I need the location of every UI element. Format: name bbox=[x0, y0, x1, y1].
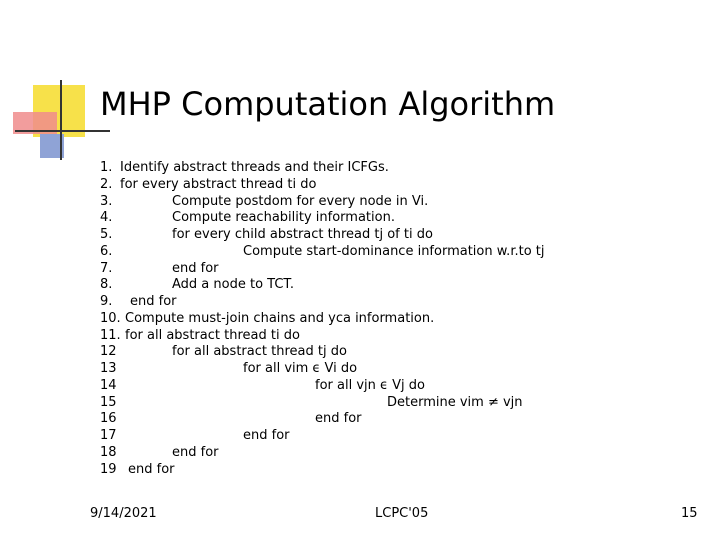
line-text: Compute start-dominance information w.r.to tj bbox=[243, 243, 545, 259]
decor-vertical-line bbox=[60, 80, 62, 160]
line-number: 14 bbox=[100, 377, 117, 393]
line-number: 8. bbox=[100, 277, 113, 293]
algorithm-line bbox=[100, 411, 690, 428]
algorithm-line bbox=[100, 428, 690, 445]
line-number: 1. bbox=[100, 160, 113, 175]
algorithm-line bbox=[100, 344, 690, 361]
algorithm-line bbox=[100, 311, 690, 328]
line-number: 15 bbox=[100, 394, 117, 410]
line-number: 6. bbox=[100, 243, 113, 259]
algorithm-line bbox=[100, 177, 690, 194]
algorithm-line bbox=[100, 194, 690, 211]
algorithm-line bbox=[100, 210, 690, 227]
line-text: Compute postdom for every node in Vi. bbox=[172, 193, 429, 209]
algorithm-line bbox=[100, 361, 690, 378]
algorithm-line bbox=[100, 227, 690, 244]
line-number: 7. bbox=[100, 260, 113, 276]
algorithm-line bbox=[100, 294, 690, 311]
algorithm-line bbox=[100, 445, 690, 462]
footer-conference: LCPC'05 bbox=[375, 506, 429, 521]
footer-date: 9/14/2021 bbox=[90, 506, 157, 521]
line-text: Compute reachability information. bbox=[172, 210, 395, 226]
line-number: 11. bbox=[100, 327, 121, 343]
line-number: 2. bbox=[100, 176, 113, 192]
line-number: 19 bbox=[100, 461, 117, 477]
line-number: 9. bbox=[100, 294, 113, 309]
line-text: for every child abstract thread tj of ti do bbox=[172, 227, 433, 242]
line-number: 10. bbox=[100, 310, 121, 326]
line-text: for all abstract thread ti do bbox=[125, 327, 300, 343]
algorithm-line bbox=[100, 462, 690, 479]
line-text: Compute must-join chains and yca information. bbox=[125, 310, 435, 326]
line-number: 16 bbox=[100, 411, 117, 427]
line-text: Identify abstract threads and their ICFGs. bbox=[120, 160, 389, 175]
algorithm-line bbox=[100, 378, 690, 395]
algorithm-line bbox=[100, 328, 690, 345]
line-text: end for bbox=[130, 294, 177, 309]
algorithm-listing bbox=[100, 160, 690, 478]
line-text: end for bbox=[128, 461, 175, 477]
line-text: for all vjn ϵ Vj do bbox=[315, 377, 425, 393]
line-number: 5. bbox=[100, 227, 113, 242]
line-text: end for bbox=[243, 428, 290, 443]
line-number: 4. bbox=[100, 210, 113, 226]
line-text: end for bbox=[172, 444, 219, 460]
line-text: end for bbox=[172, 260, 219, 276]
line-text: Add a node to TCT. bbox=[172, 277, 294, 293]
line-text: for every abstract thread ti do bbox=[120, 176, 317, 192]
slide-title: MHP Computation Algorithm bbox=[100, 85, 556, 123]
line-number: 17 bbox=[100, 428, 117, 443]
line-number: 13 bbox=[100, 361, 117, 376]
decor-horizontal-line bbox=[15, 130, 110, 132]
footer-page-number: 15 bbox=[681, 506, 698, 521]
line-text: for all vim ϵ Vi do bbox=[243, 361, 358, 376]
line-number: 3. bbox=[100, 193, 113, 209]
algorithm-line bbox=[100, 261, 690, 278]
line-text: for all abstract thread tj do bbox=[172, 344, 347, 360]
line-text: Determine vim ≠ vjn bbox=[387, 394, 523, 410]
line-text: end for bbox=[315, 411, 362, 427]
line-number: 18 bbox=[100, 444, 117, 460]
algorithm-line bbox=[100, 395, 690, 412]
algorithm-line bbox=[100, 244, 690, 261]
algorithm-line bbox=[100, 277, 690, 294]
algorithm-line bbox=[100, 160, 690, 177]
line-number: 12 bbox=[100, 344, 117, 360]
